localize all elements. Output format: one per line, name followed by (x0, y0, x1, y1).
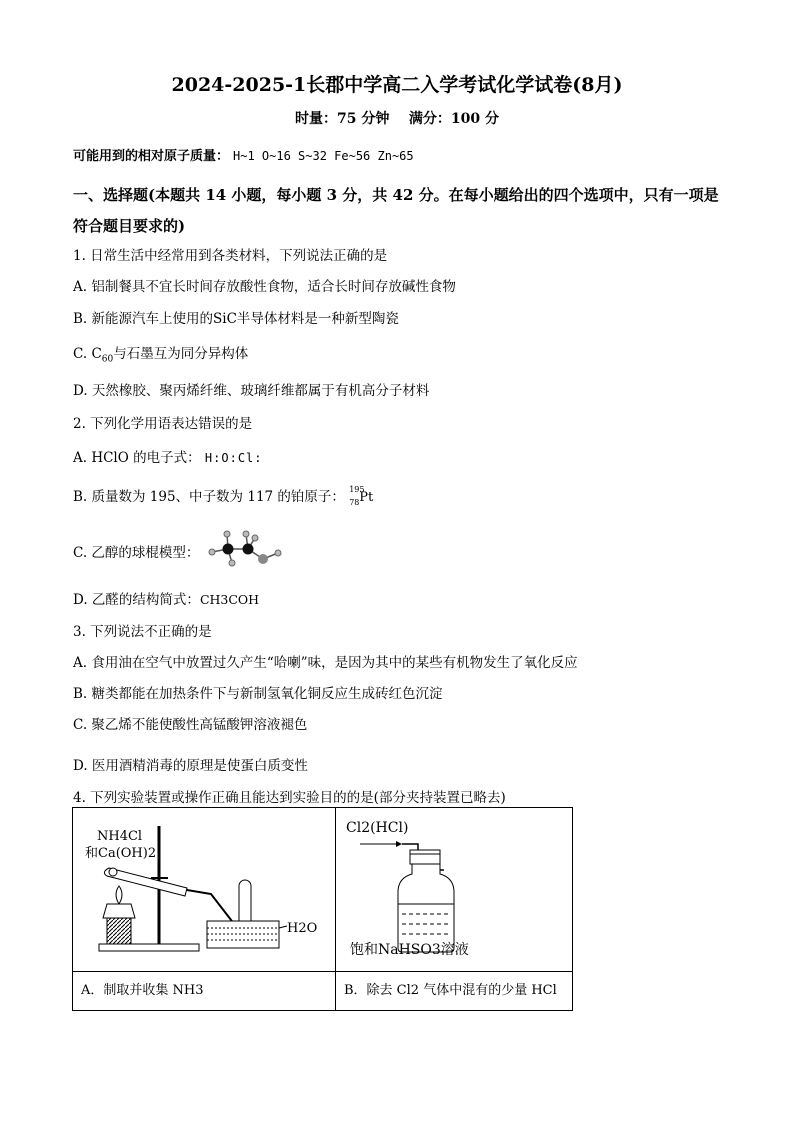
q3-option-a: A. 食用油在空气中放置过久产生“哈喇”味，是因为其中的某些有机物发生了氧化反应 (73, 655, 578, 671)
gas-label: Cl2(HCl) (346, 820, 409, 836)
atomic-masses (73, 145, 414, 164)
q3-option-b: B. 糖类都能在加热条件下与新制氢氧化铜反应生成砖红色沉淀 (73, 686, 443, 702)
time-label: 时量：75 分钟 (295, 111, 390, 127)
q2-stem: 2. 下列化学用语表达错误的是 (73, 416, 253, 432)
q2-d-text: D. 乙醛的结构简式： (73, 592, 200, 608)
q1-c-rest: 与石墨互为同分异构体 (113, 346, 249, 362)
q3-stem: 3. 下列说法不正确的是 (73, 624, 212, 640)
atomic-masses-values: H~1 O~16 S~32 Fe~56 Zn~65 (233, 149, 414, 163)
q1-stem: 1. 日常生活中经常用到各类材料，下列说法正确的是 (73, 248, 388, 264)
q2-option-a (73, 446, 263, 466)
solution-label: 饱和NaHSO3溶液 (350, 942, 469, 958)
option-b-caption: B．除去 Cl2 气体中混有的少量 HCl (336, 972, 573, 1011)
q2-option-c (73, 541, 199, 561)
q3-option-d: D. 医用酒精消毒的原理是使蛋白质变性 (73, 758, 308, 774)
reagent-label-2: 和Ca(OH)2 (85, 846, 157, 861)
q2-a-text: A. HClO 的电子式： (73, 450, 201, 466)
score-label: 满分：100 分 (408, 111, 499, 127)
q2-option-d (73, 588, 259, 608)
acetaldehyde-formula: CH3COH (199, 592, 260, 607)
q1-option-a: A. 铝制餐具不宜长时间存放酸性食物，适合长时间存放碱性食物 (73, 279, 456, 295)
gas-washing-bottle (336, 808, 572, 967)
q2-c-text: C. 乙醇的球棍模型： (73, 545, 200, 561)
c60-formula: $C_{60}$ (91, 346, 114, 365)
apparatus-b-cell (336, 808, 573, 972)
apparatus-table (72, 807, 573, 1011)
hclo-electron-formula: H:O:Cl: (204, 451, 263, 465)
pt-isotope-symbol: 195 78 Pt (349, 484, 374, 507)
ethanol-ball-stick-model (200, 526, 290, 570)
q1-c-prefix: C. (73, 346, 92, 362)
q1-option-d: D. 天然橡胶、聚丙烯纤维、玻璃纤维都属于有机高分子材料 (73, 383, 430, 399)
exam-info (0, 108, 794, 128)
atomic-masses-label: 可能用到的相对原子质量： (73, 149, 230, 164)
water-label: H2O (287, 921, 318, 936)
ammonia-prep-apparatus (73, 808, 335, 967)
apparatus-a-cell (73, 808, 336, 972)
q3-option-c: C. 聚乙烯不能使酸性高锰酸钾溶液褪色 (73, 717, 308, 733)
q1-option-b: B. 新能源汽车上使用的SiC半导体材料是一种新型陶瓷 (73, 311, 399, 327)
option-a-caption: A．制取并收集 NH3 (73, 972, 336, 1011)
q2-option-b (73, 485, 379, 509)
reagent-label-1: NH4Cl (97, 829, 143, 844)
section-heading: 一、选择题(本题共 14 小题，每小题 3 分，共 42 分。在每小题给出的四个选项中，只有一项是符合题目要求的) (73, 186, 719, 235)
page-title: 2024-2025-1长郡中学高二入学考试化学试卷(8月) (171, 74, 623, 96)
q1-option-c (73, 342, 248, 365)
q4-stem: 4. 下列实验装置或操作正确且能达到实验目的的是(部分夹持装置已略去) (73, 790, 506, 806)
q2-b-text: B. 质量数为 195、中子数为 117 的铂原子： (73, 489, 345, 505)
